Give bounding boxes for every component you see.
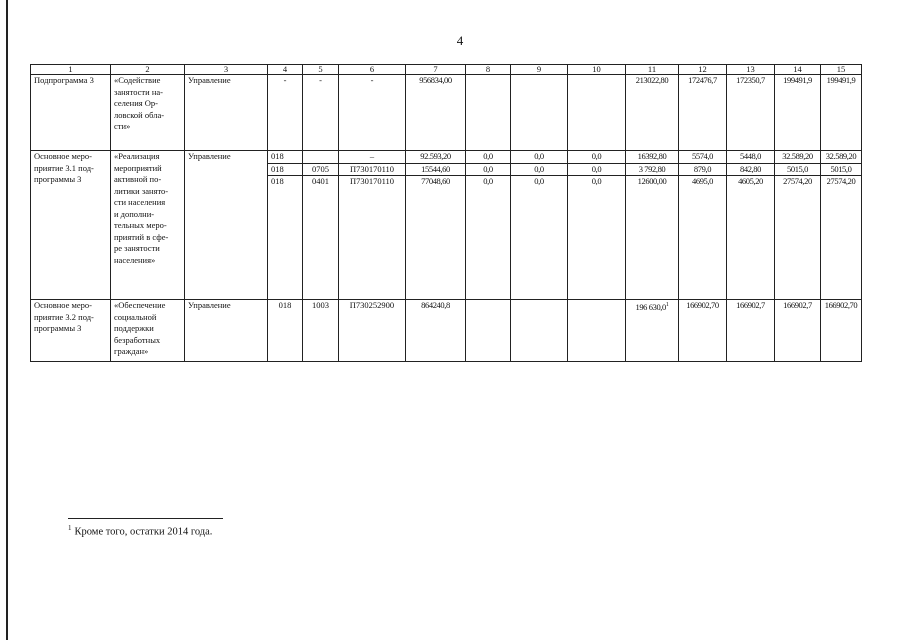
grbs-cell: - (268, 75, 303, 151)
program-name-cell: Основное меро- приятие 3.1 под- программы 3 (31, 151, 111, 300)
value-cell: 213022,80 (626, 75, 679, 151)
csr-cell: П730252900 (339, 300, 406, 362)
column-header: 14 (775, 65, 821, 75)
value-cell: 27574,20 (775, 176, 821, 300)
column-header: 10 (568, 65, 626, 75)
value-cell (568, 300, 626, 362)
footnote-mark: 1 (665, 302, 669, 308)
value-cell: 0,0 (511, 151, 568, 164)
value-cell (511, 300, 568, 362)
csr-cell: - (339, 75, 406, 151)
program-name-cell: Основное меро- приятие 3.2 под- программы 3 (31, 300, 111, 362)
grbs-cell: 018 (268, 176, 303, 300)
value-cell: 166902,70 (821, 300, 862, 362)
grbs-cell: 018 (268, 163, 303, 176)
rzpr-cell: 0705 (303, 163, 339, 176)
rzpr-cell: 0401 (303, 176, 339, 300)
rzpr-cell: 1003 (303, 300, 339, 362)
page-number: 4 (456, 33, 464, 48)
column-header: 1 (31, 65, 111, 75)
footnote-mark: 1 (68, 524, 72, 532)
value-cell: 5015,0 (775, 163, 821, 176)
footnote-text: Кроме того, остатки 2014 года. (74, 526, 213, 538)
csr-cell: П730170110 (339, 176, 406, 300)
value-cell: 0,0 (568, 176, 626, 300)
total-cell: 92.593,20 (406, 151, 466, 164)
executor-cell: Управление (185, 75, 268, 151)
value-cell: 0,0 (511, 176, 568, 300)
value-text: 196 630,0 (635, 301, 666, 312)
value-cell: 4695,0 (679, 176, 727, 300)
total-cell: 956834,00 (406, 75, 466, 151)
column-header: 5 (303, 65, 339, 75)
value-cell: 32.589,20 (775, 151, 821, 164)
value-cell (466, 300, 511, 362)
budget-table (30, 64, 862, 362)
csr-cell: П730170110 (339, 163, 406, 176)
value-cell (511, 75, 568, 151)
value-cell: 0,0 (466, 176, 511, 300)
value-cell: 172476,7 (679, 75, 727, 151)
column-header: 15 (821, 65, 862, 75)
column-header: 2 (111, 65, 185, 75)
executor-cell: Управление (185, 300, 268, 362)
table-row (31, 75, 862, 151)
column-header: 6 (339, 65, 406, 75)
column-header: 8 (466, 65, 511, 75)
value-cell: 199491,9 (775, 75, 821, 151)
table-row (31, 300, 862, 362)
value-cell: 0,0 (511, 163, 568, 176)
csr-cell: – (339, 151, 406, 164)
value-cell: 0,0 (466, 163, 511, 176)
executor-cell: Управление (185, 151, 268, 300)
column-number-row (31, 65, 862, 75)
column-header: 3 (185, 65, 268, 75)
value-cell: 879,0 (679, 163, 727, 176)
value-cell (568, 75, 626, 151)
rzpr-cell (303, 151, 339, 164)
program-title-cell: «Реализация мероприятий активной по- литики занято- сти населения и дополни- тельных меро- приятий в сфе- ре занятости населения» (111, 151, 185, 300)
value-cell: 4605,20 (727, 176, 775, 300)
column-header: 4 (268, 65, 303, 75)
value-cell: 0,0 (568, 151, 626, 164)
value-cell: 32.589,20 (821, 151, 862, 164)
column-header: 13 (727, 65, 775, 75)
value-cell: 5574,0 (679, 151, 727, 164)
value-cell: 16392,80 (626, 151, 679, 164)
value-cell: 172350,7 (727, 75, 775, 151)
column-header: 9 (511, 65, 568, 75)
total-cell: 15544,60 (406, 163, 466, 176)
value-cell: 199491,9 (821, 75, 862, 151)
total-cell: 77048,60 (406, 176, 466, 300)
rzpr-cell: - (303, 75, 339, 151)
column-header: 7 (406, 65, 466, 75)
value-cell: 166902,7 (727, 300, 775, 362)
value-cell: 5015,0 (821, 163, 862, 176)
total-cell: 864240,8 (406, 300, 466, 362)
value-cell: 12600,00 (626, 176, 679, 300)
grbs-cell: 018 (268, 151, 303, 164)
program-title-cell: «Обеспечение социальной поддержки безработных граждан» (111, 300, 185, 362)
value-cell: 3 792,80 (626, 163, 679, 176)
value-cell: 0,0 (466, 151, 511, 164)
value-cell-with-footnote (626, 300, 679, 362)
value-cell: 27574,20 (821, 176, 862, 300)
value-cell: 0,0 (568, 163, 626, 176)
footnote (68, 524, 212, 538)
value-cell: 5448,0 (727, 151, 775, 164)
footnote-separator (68, 518, 223, 519)
column-header: 12 (679, 65, 727, 75)
value-cell: 842,80 (727, 163, 775, 176)
program-name-cell: Подпрограмма 3 (31, 75, 111, 151)
page-edge-line (6, 0, 8, 640)
value-cell (466, 75, 511, 151)
column-header: 11 (626, 65, 679, 75)
value-cell: 166902,7 (775, 300, 821, 362)
grbs-cell: 018 (268, 300, 303, 362)
program-title-cell: «Содействие занятости на- селения Ор- ловской обла- сти» (111, 75, 185, 151)
table-row (31, 151, 862, 164)
value-cell: 166902,70 (679, 300, 727, 362)
